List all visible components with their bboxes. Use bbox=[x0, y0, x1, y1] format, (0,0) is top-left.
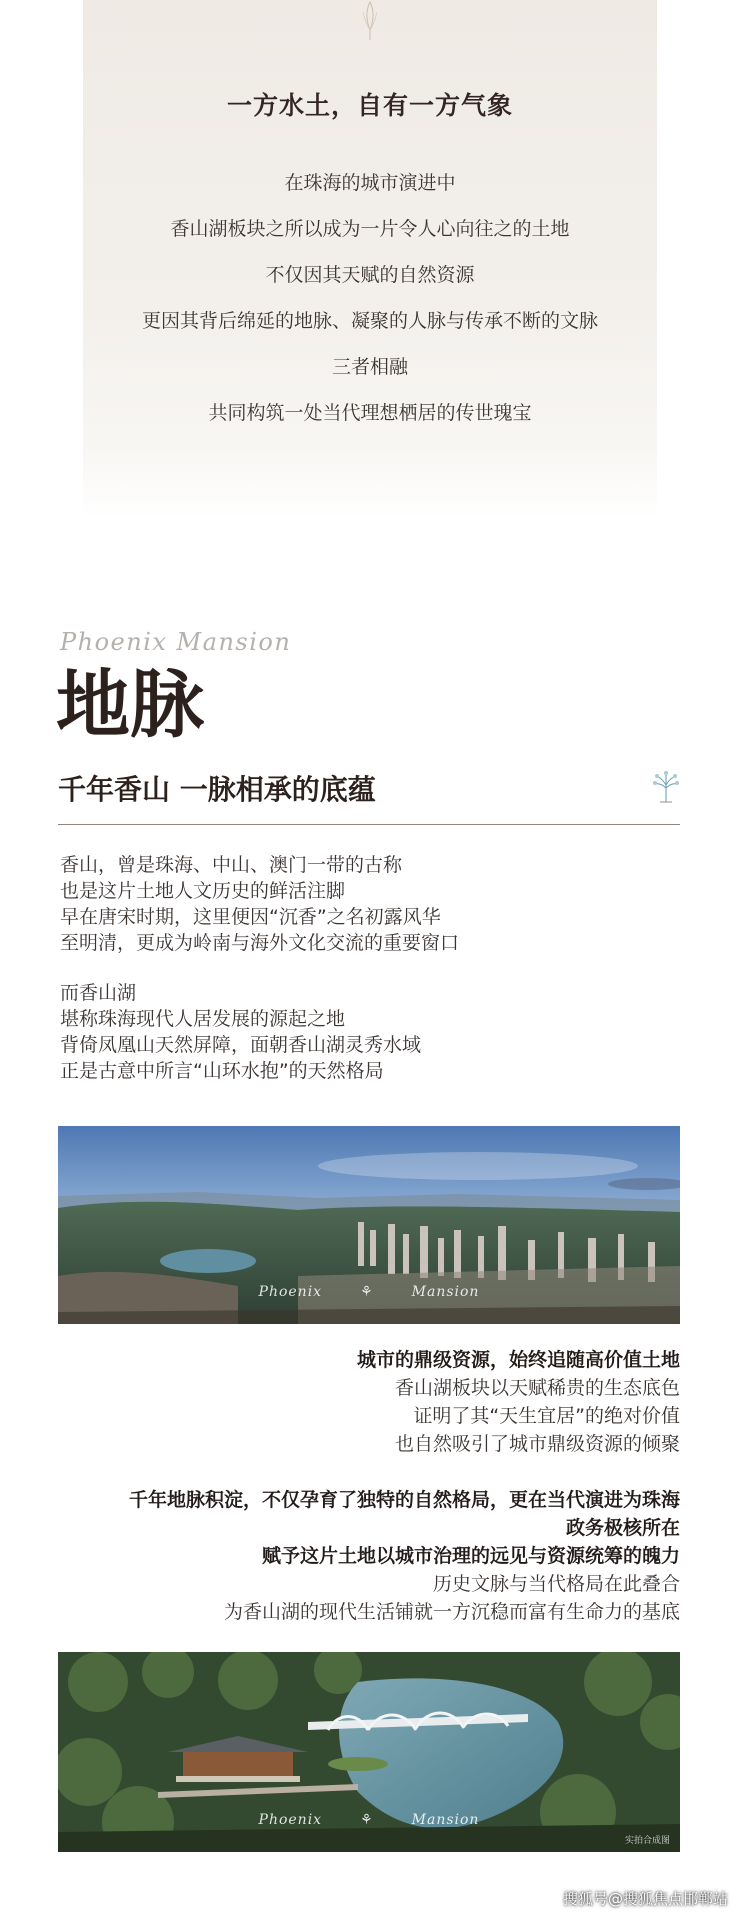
aerial-city-photo bbox=[58, 1126, 680, 1324]
intro-line: 香山湖板块之所以成为一片令人心向往之的土地 bbox=[170, 218, 570, 240]
resources-block bbox=[40, 1346, 680, 1458]
section-title: 地脉 bbox=[56, 662, 204, 748]
intro-line: 不仅因其天赋的自然资源 bbox=[265, 264, 475, 286]
tree-logo-icon: ⚘ bbox=[360, 1812, 374, 1828]
text-line: 也是这片土地人文历史的鲜活注脚 bbox=[60, 880, 346, 902]
watermark-text: Mansion bbox=[411, 1284, 480, 1300]
intro-title: 一方水土，自有一方气象 bbox=[226, 91, 513, 120]
text-line: 而香山湖 bbox=[60, 982, 137, 1004]
brand-english-name: Phoenix Mansion bbox=[60, 628, 292, 656]
lake-bridge-photo bbox=[58, 1652, 680, 1852]
text-line: 也自然吸引了城市鼎级资源的倾聚 bbox=[394, 1433, 680, 1455]
text-line: 证明了其“天生宜居”的绝对价值 bbox=[413, 1405, 680, 1427]
text-line: 早在唐宋时期，这里便因“沉香”之名初露风华 bbox=[60, 906, 441, 928]
tree-icon bbox=[650, 770, 682, 804]
text-line: 为香山湖的现代生活铺就一方沉稳而富有生命力的基底 bbox=[223, 1601, 680, 1623]
intro-line: 在珠海的城市演进中 bbox=[284, 172, 456, 194]
photo-watermark bbox=[58, 1284, 680, 1300]
text-line: 至明清，更成为岭南与海外文化交流的重要窗口 bbox=[60, 932, 460, 954]
text-line: 正是古意中所言“山环水抱”的天然格局 bbox=[60, 1060, 384, 1082]
text-line: 香山，曾是珠海、中山、澳门一带的古称 bbox=[60, 854, 403, 876]
intro-line: 共同构筑一处当代理想栖居的传世瑰宝 bbox=[208, 402, 532, 424]
intro-card bbox=[83, 0, 657, 520]
photo-caption: 实拍合成图 bbox=[624, 1836, 670, 1846]
lake-paragraph bbox=[60, 980, 421, 1084]
text-line-bold: 千年地脉积淀，不仅孕育了独特的自然格局，更在当代演进为珠海 bbox=[128, 1489, 680, 1511]
watermark-text: Mansion bbox=[411, 1812, 480, 1828]
watermark-text: Phoenix bbox=[258, 1284, 323, 1300]
section-subtitle: 千年香山 一脉相承的底蕴 bbox=[58, 773, 376, 806]
ornament-icon bbox=[357, 0, 383, 42]
text-line: 堪称珠海现代人居发展的源起之地 bbox=[60, 1008, 346, 1030]
intro-line: 三者相融 bbox=[331, 356, 408, 378]
text-line: 香山湖板块以天赋稀贵的生态底色 bbox=[394, 1377, 680, 1399]
intro-lines bbox=[83, 160, 657, 436]
history-paragraph bbox=[60, 852, 459, 956]
source-credit: 搜狐号@搜狐焦点邯郸站 bbox=[562, 1890, 728, 1908]
text-line: 历史文脉与当代格局在此叠合 bbox=[432, 1573, 680, 1595]
text-line: 背倚凤凰山天然屏障，面朝香山湖灵秀水域 bbox=[60, 1034, 422, 1056]
intro-line: 更因其背后绵延的地脉、凝聚的人脉与传承不断的文脉 bbox=[141, 310, 598, 332]
text-line-bold: 城市的鼎级资源，始终追随高价值土地 bbox=[356, 1349, 680, 1371]
heading-divider bbox=[58, 824, 680, 825]
governance-block bbox=[40, 1486, 680, 1626]
text-line-bold: 政务极核所在 bbox=[565, 1517, 680, 1539]
text-line-bold: 赋予这片土地以城市治理的远见与资源统筹的魄力 bbox=[261, 1545, 680, 1567]
photo-watermark bbox=[58, 1812, 680, 1828]
tree-logo-icon: ⚘ bbox=[360, 1284, 374, 1300]
watermark-text: Phoenix bbox=[258, 1812, 323, 1828]
